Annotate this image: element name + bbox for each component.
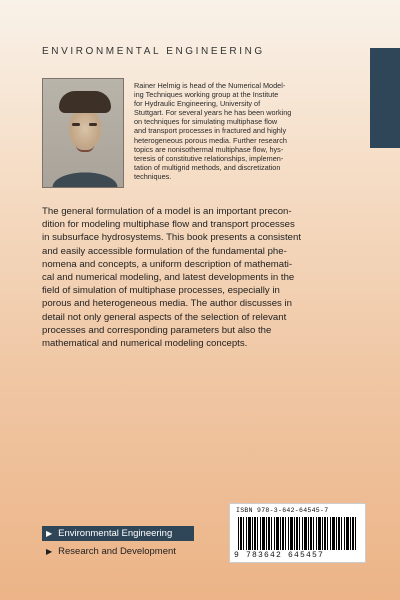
tag-label: Research and Development bbox=[58, 546, 176, 557]
author-photo bbox=[42, 78, 124, 188]
author-bio bbox=[134, 81, 360, 181]
book-description-text: The general formulation of a model is an important precon- dition for modeling multiphase flow and transport processes in subsurface hydrosystems. This book presents a consistent and easily accessible formulation of the fundamental phe- nomena and concepts, a uniform description of mathemati- cal and numerical modeling, and latest developments in the field of simulation of multiphase processes, especially in porous and heterogeneous media. The author discusses in detail not only general aspects of the selection of relevant processes and corresponding parameters but also the mathematical and numerical modeling concepts. bbox=[42, 206, 301, 350]
author-eye-right bbox=[89, 123, 97, 126]
ean-text: 9 783642 645457 bbox=[234, 551, 325, 560]
author-eye-left bbox=[72, 123, 80, 126]
isbn-text: ISBN 978-3-642-64545-7 bbox=[236, 507, 329, 514]
author-hair bbox=[59, 91, 111, 113]
play-arrow-icon: ▶ bbox=[46, 529, 53, 538]
tag-research-and-development[interactable] bbox=[42, 544, 194, 559]
play-arrow-icon: ▶ bbox=[46, 547, 53, 556]
author-mouth bbox=[76, 145, 94, 152]
barcode-bars bbox=[238, 517, 358, 550]
author-bio-text: Rainer Helmig is head of the Numerical Model- ing Techniques working group at the Institute for Hydraulic Engineering, University of Stuttgart. For several years he has been working on techniques for simulating multiphase flow and transport processes in fractured and highly heterogeneous porous media. Further research topics are nonisothermal multiphase flow, hys- teresis of constitutive relationships, implemen- tation of multigrid methods, and discretization techniques. bbox=[134, 81, 292, 181]
category-tags bbox=[42, 526, 194, 562]
tag-environmental-engineering[interactable] bbox=[42, 526, 194, 541]
tag-label: Environmental Engineering bbox=[58, 528, 173, 539]
barcode bbox=[229, 503, 366, 563]
book-description bbox=[42, 205, 362, 350]
series-title: ENVIRONMENTAL ENGINEERING bbox=[42, 46, 265, 57]
cover-side-tab bbox=[370, 48, 400, 148]
